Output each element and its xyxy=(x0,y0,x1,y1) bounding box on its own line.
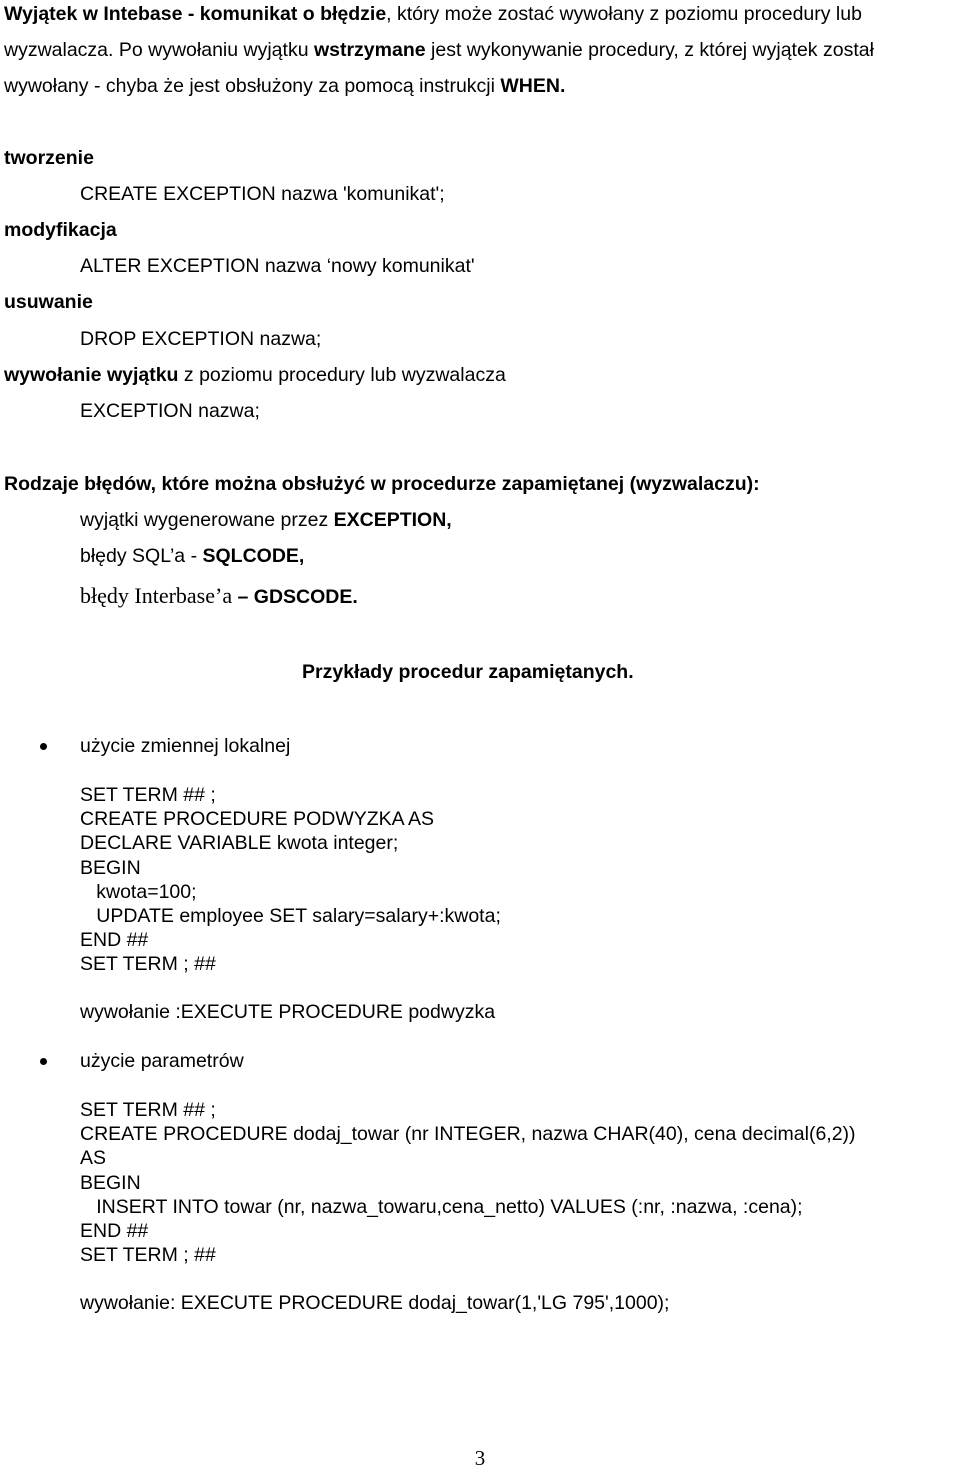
raise-label: wywołanie wyjątku xyxy=(4,364,179,386)
code-line: kwota=100; xyxy=(80,880,197,903)
examples-heading: Przykłady procedur zapamiętanych. xyxy=(302,661,634,683)
error-item-exception: wyjątki wygenerowane przez EXCEPTION, xyxy=(80,509,452,531)
code-line: AS xyxy=(80,1147,107,1170)
code-line: SET TERM ; ## xyxy=(80,1244,216,1267)
raise-line xyxy=(4,363,506,387)
code-line: END ## xyxy=(80,929,149,952)
drop-code: DROP EXCEPTION nazwa; xyxy=(80,328,322,350)
code-line: DECLARE VARIABLE kwota integer; xyxy=(80,832,399,855)
bullet-icon xyxy=(40,743,47,750)
intro-text: wywołany - chyba że jest obsłużony za pomocą instrukcji xyxy=(4,75,501,97)
raise-text: z poziomu procedury lub wyzwalacza xyxy=(178,364,506,386)
alter-code: ALTER EXCEPTION nazwa ‘nowy komunikat' xyxy=(80,255,475,277)
example1-call: wywołanie :EXECUTE PROCEDURE podwyzka xyxy=(80,1001,496,1023)
raise-code: EXCEPTION nazwa; xyxy=(80,400,260,422)
example2-call: wywołanie: EXECUTE PROCEDURE dodaj_towar(1,'LG 795',1000); xyxy=(80,1292,670,1314)
code-line: INSERT INTO towar (nr, nazwa_towaru,cena_netto) VALUES (:nr, :nazwa, :cena); xyxy=(80,1195,803,1218)
intro-line-1 xyxy=(4,2,862,26)
bullet-icon xyxy=(40,1058,47,1065)
intro-text: wyzwalacza. Po wywołaniu wyjątku xyxy=(4,39,314,61)
code-line: BEGIN xyxy=(80,1171,141,1194)
intro-term-2: o błędzie xyxy=(302,3,387,25)
code-line: END ## xyxy=(80,1220,149,1242)
intro-text: , który może zostać wywołany z poziomu procedury lub xyxy=(386,3,862,25)
code-line: BEGIN xyxy=(80,856,141,879)
error-item-gdscode: błędy Interbase’a – GDSCODE. xyxy=(80,583,358,608)
code-line: SET TERM ## ; xyxy=(80,784,216,806)
intro-line-2 xyxy=(4,38,874,62)
example2-title: użycie parametrów xyxy=(80,1050,244,1072)
errors-heading: Rodzaje błędów, które można obsłużyć w procedurze zapamiętanej (wyzwalaczu): xyxy=(4,473,760,495)
create-code: CREATE EXCEPTION nazwa 'komunikat'; xyxy=(80,183,445,205)
intro-term: Wyjątek w Intebase - komunikat xyxy=(4,3,298,25)
intro-text: jest wykonywanie procedury, z której wyjątek został xyxy=(425,39,874,61)
page-number: 3 xyxy=(474,1446,486,1470)
intro-keyword: WHEN. xyxy=(500,75,566,97)
code-line: SET TERM ; ## xyxy=(80,953,216,976)
code-line: UPDATE employee SET salary=salary+:kwota; xyxy=(80,905,501,927)
code-line: SET TERM ## ; xyxy=(80,1099,216,1121)
drop-label: usuwanie xyxy=(4,291,93,313)
example1-title: użycie zmiennej lokalnej xyxy=(80,735,291,757)
create-label: tworzenie xyxy=(4,147,94,169)
intro-emphasis: wstrzymane xyxy=(313,39,426,61)
intro-line-3 xyxy=(4,74,565,98)
alter-label: modyfikacja xyxy=(4,219,117,241)
error-item-sqlcode: błędy SQL’a - SQLCODE, xyxy=(80,545,305,567)
code-line: CREATE PROCEDURE dodaj_towar (nr INTEGER, nazwa CHAR(40), cena decimal(6,2)) xyxy=(80,1123,856,1146)
code-line: CREATE PROCEDURE PODWYZKA AS xyxy=(80,808,434,831)
